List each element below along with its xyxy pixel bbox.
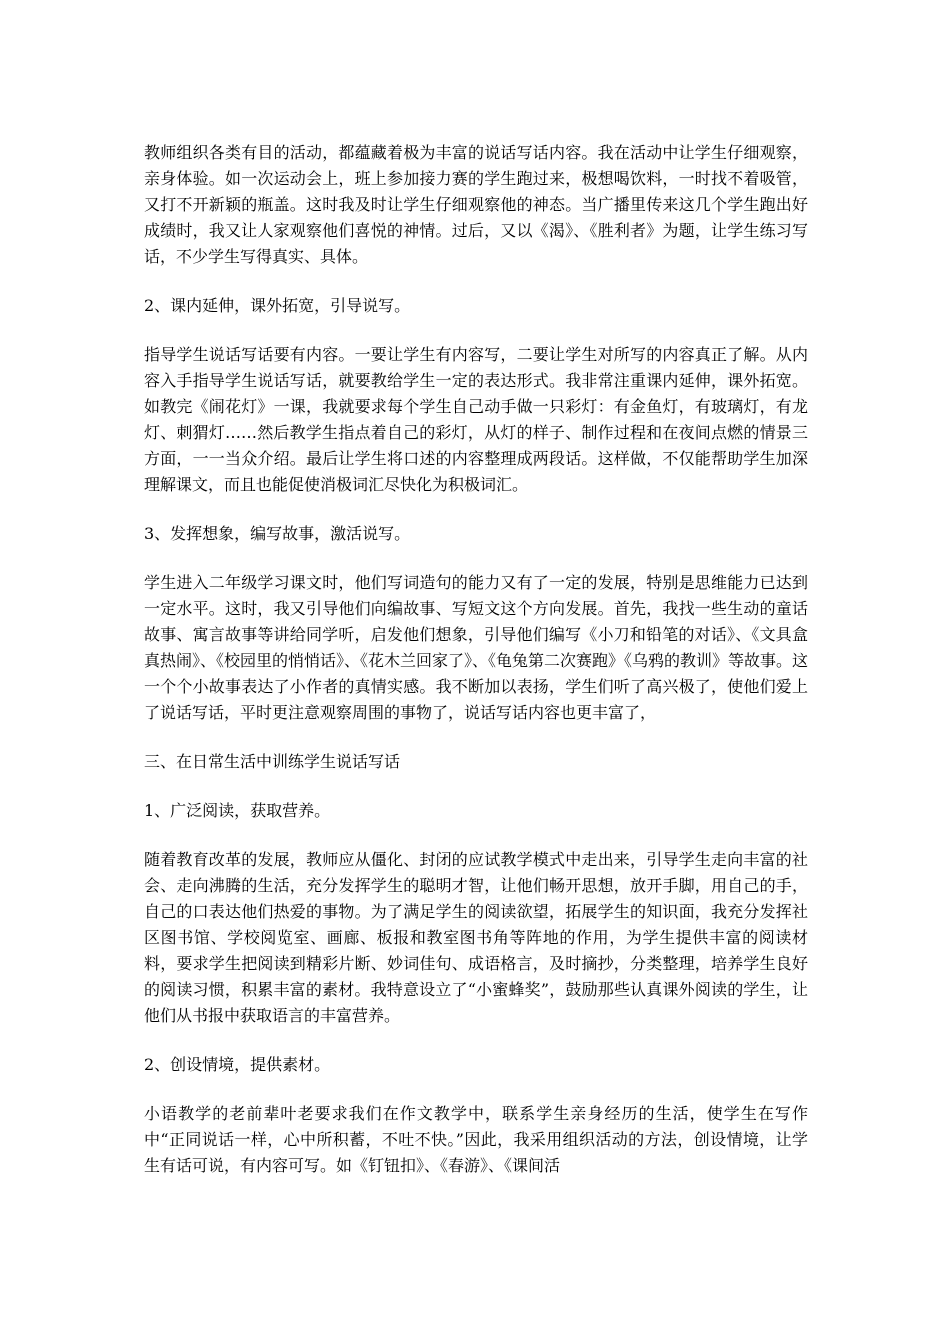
paragraph-content-guidance: 指导学生说话写话要有内容。一要让学生有内容写，二要让学生对所写的内容真正了解。从内容入手指导学生说话写话，就要教给学生一定的表达形式。我非常注重课内延伸，课外拓宽。如教完《闹花灯》一课，我就要求每个学生自己动手做一只彩灯：有金鱼灯，有玻璃灯，有龙灯、刺猬灯……然后教学生指点着自己的彩灯，从灯的样子、制作过程和在夜间点燃的情景三方面，一一当众介绍。最后让学生将口述的内容整理成两段话。这样做，不仅能帮助学生加深理解课文，而且也能促使消极词汇尽快化为积极词汇。 <box>144 345 808 494</box>
heading-3-imagination: 3、发挥想象，编写故事，激活说写。 <box>144 524 411 543</box>
paragraph-activities: 教师组织各类有目的活动，都蕴藏着极为丰富的说话写话内容。我在活动中让学生仔细观察，亲身体验。如一次运动会上，班上参加接力赛的学生跑过来，极想喝饮料，一时找不着吸管，又打不开新颖的瓶盖。这时我及时让学生仔细观察他的神态。当广播里传来这几个学生跑出好成绩时，我又让人家观察他们喜悦的神情。过后，又以《渴》、《胜利者》为题，让学生练习写话，不少学生写得真实、具体。 <box>144 143 808 266</box>
paragraph-story-writing: 学生进入二年级学习课文时，他们写词造句的能力又有了一定的发展，特别是思维能力已达到一定水平。这时，我又引导他们向编故事、写短文这个方向发展。首先，我找一些生动的童话故事、寓言故事等讲给同学听，启发他们想象，引导他们编写《小刀和铅笔的对话》、《文具盒真热闹》、《校园里的悄悄话》、《花木兰回家了》、《龟兔第二次赛跑》《乌鸦的教训》等故事。这一个个小故事表达了小作者的真情实感。我不断加以表扬，学生们听了高兴极了，使他们爱上了说话写话，平时更注意观察周围的事物了，说话写话内容也更丰富了， <box>144 573 809 722</box>
heading-2-create-scenarios: 2、创设情境，提供素材。 <box>144 1055 331 1074</box>
section-heading-daily-life: 三、在日常生活中训练学生说话写话 <box>144 752 401 771</box>
heading-1-wide-reading: 1、广泛阅读，获取营养。 <box>144 801 331 820</box>
heading-2-extend-classroom: 2、课内延伸，课外拓宽，引导说写。 <box>144 296 411 315</box>
document-page <box>144 140 808 1202</box>
paragraph-scenarios: 小语教学的老前辈叶老要求我们在作文教学中，联系学生亲身经历的生活，使学生在写作中“正同说话一样，心中所积蓄，不吐不快。”因此，我采用组织活动的方法，创设情境，让学生有话可说，有内容可写。如《钉钮扣》、《春游》、《课间活 <box>144 1104 808 1175</box>
paragraph-reading: 随着教育改革的发展，教师应从僵化、封闭的应试教学模式中走出来，引导学生走向丰富的社会、走向沸腾的生活，充分发挥学生的聪明才智，让他们畅开思想，放开手脚，用自己的手，自己的口表达他们热爱的事物。为了满足学生的阅读欲望，拓展学生的知识面，我充分发挥社区图书馆、学校阅览室、画廊、板报和教室图书角等阵地的作用，为学生提供丰富的阅读材料，要求学生把阅读到精彩片断、妙词佳句、成语格言，及时摘抄，分类整理，培养学生良好的阅读习惯，积累丰富的素材。我特意设立了“小蜜蜂奖”，鼓励那些认真课外阅读的学生，让他们从书报中获取语言的丰富营养。 <box>144 850 808 1025</box>
